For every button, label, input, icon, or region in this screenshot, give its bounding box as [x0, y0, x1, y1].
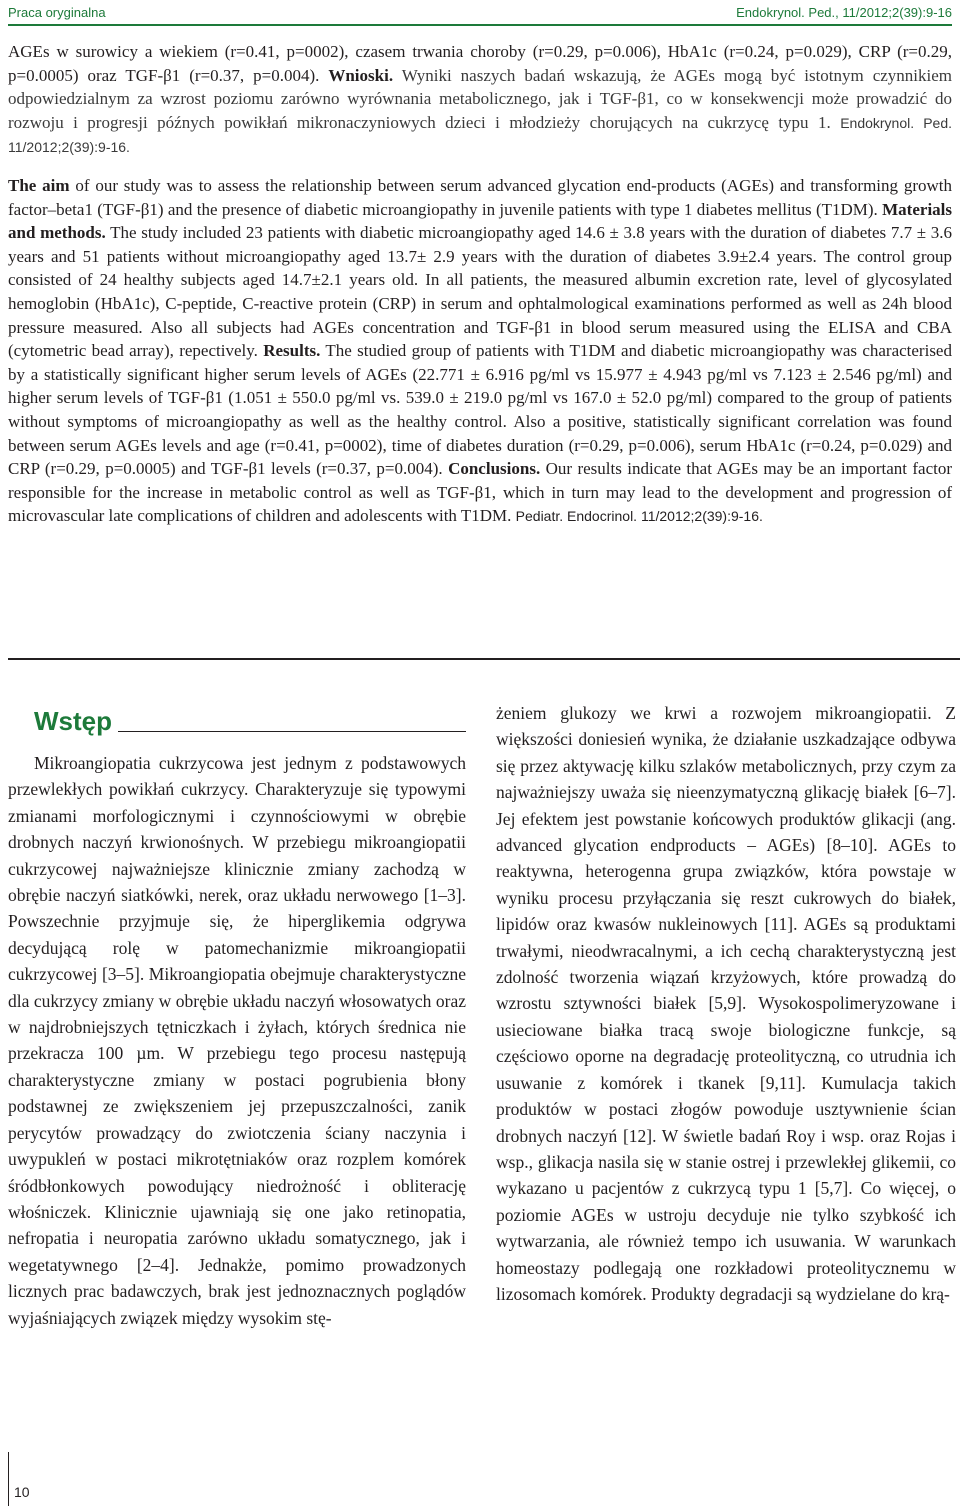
section-heading-row — [34, 700, 466, 736]
header-rule — [8, 24, 952, 26]
abstract-aim-label: The aim — [8, 175, 70, 195]
abstract-conclusions-label: Conclusions. — [448, 459, 541, 479]
column-left — [8, 700, 466, 1331]
abstract-polish — [8, 40, 952, 160]
page-number-rule — [8, 1452, 9, 1506]
abstract-pl-conclusions-label: Wnioski. — [328, 65, 394, 85]
abstract-en-citation: Pediatr. Endocrinol. 11/2012;2(39):9-16. — [515, 508, 763, 525]
section-divider — [8, 658, 960, 660]
abstract-methods-text: The study included 23 patients with diabetic microangiopathy aged 14.6 ± 3.8 years with the duration of diabetes 7.7 ± 3.6 years and 51 patients without microangiopathy aged 13.7± 2.9 years with the duration of diabetes 3.9±2.4 years. The control group consisted of 24 healthy subjects aged 14.7±2.1 years old. In all patients, the measured albumin excretion rate, level of glycosylated hemoglobin (HbA1c), C-peptide, C-reactive protein (CRP) in serum and ophtalmological examinations performed as well as 24h blood pressure measured. Also all subjects had AGEs concentration and TGF-β1 in blood serum measured using the ELISA and CBA (cytometric bead array), repectively. — [8, 223, 952, 361]
abstract-pl-part2: Wyniki naszych badań wskazują, że AGEs mogą być istotnym czynnikiem odpowiedzialnym za wzrost poziomu zarówno wyrównania metabolicznego, jak i TGF-β1, co w konsekwencji może prowadzić do rozwoju i progresji późnych powikłań mikronaczyniowych dzieci i młodzieży chorujących na cukrzycę typu 1. — [8, 65, 953, 132]
abstract-results-text: The studied group of patients with T1DM and diabetic microangiopathy was characterised by a statistically significant higher serum levels of AGEs (22.771 ± 6.916 pg/ml vs 15.977 ± 4.943 pg/ml vs 7.123 ± 2.546 pg/ml) and higher serum levels of TGF-β1 (1.051 ± 550.0 pg/ml vs. 539.0 ± 219.0 pg/ml vs 167.0 ± 52.0 pg/ml) compared to the group of patients without symptoms of microangiopathy as well as the healthy control. Also a positive, statistically significant correlation was found between serum AGEs levels and age (r=0.41, p=0002), time of diabetes duration (r=0.29, p=0.006), serum HbA1c (r=0.24, p=0.029) and CRP (r=0.29, p=0.0005) and TGF-β1 levels (r=0.37, p=0.004). — [8, 341, 952, 479]
abstract-pl-part1: AGEs w surowicy a wiekiem (r=0.41, p=0002), czasem trwania choroby (r=0.29, p=0.006), HbA1c (r=0.24, p=0.029), CRP (r=0.29, p=0.0005) oraz TGF-β1 (r=0.37, p=0.004). — [8, 42, 952, 85]
intro-paragraph-right: żeniem glukozy we krwi a rozwojem mikroangiopatii. Z większości doniesień wynika, że działanie uszkadzające odbywa się przez aktywację kilku szlaków metabolicznych, przy czym za najważniejszy uważa się nieenzymatyczną glikację białek [6–7]. Jej efektem jest powstanie końcowych produktów glikacji (ang. advanced glycation endproducts – AGEs) [8–10]. AGEs to reaktywna, heterogenna grupa związków, która powstaje w wyniku procesu przyłączania się reszt cukrowych do białek, lipidów oraz kwasów nukleinowych [11]. AGEs są produktami trwałymi, nieodwracalnymi, a ich cechą charakterystyczną jest zdolność tworzenia wiązań krzyżowych, które prowadzą do wzrostu sztywności białek [5,9]. Wysokospolimeryzowane i usieciowane białka tracą swoje biologiczne funkcje, są częściowo oporne na degradację proteolityczną, co utrudnia ich usuwanie z komórek i tkanek [9,11]. Kumulacja takich produktów w postaci złogów powoduje usztywnienie ścian drobnych naczyń [12]. W świetle badań Roy i wsp. oraz Rojas i wsp., glikacja nasila się w stanie ostrej i przewlekłej glikemii, co wykazano u pacjentów z cukrzycą typu 1 [5,7]. Co więcej, o poziomie AGEs w ustroju decyduje nie tylko szybkość ich wytwarzania, ale również tempo ich usuwania. W warunkach homeostazy podlegają one rozkładowi proteolitycznemu w lizosomach komórek. Produkty degradacji są wydzielane do krą- — [496, 703, 956, 1304]
abstract-block — [8, 40, 952, 529]
section-heading-intro: Wstęp — [34, 706, 112, 736]
intro-paragraph-left: Mikroangiopatia cukrzycowa jest jednym z podstawowych przewlekłych powikłań cukrzycy. Charakteryzuje się typowymi zmianami morfologicznymi i czynnościowymi w obrębie drobnych naczyń krwionośnych. W przebiegu mikroangiopatii cukrzycowej najważniejsze klinicznie zmiany zachodzą w obrębie naczyń siatkówki, nerek, oraz układu nerwowego [1–3]. Powszechnie przyjmuje się, że hiperglikemia odgrywa decydującą rolę w patomechanizmie mikroangiopatii cukrzycowej [3–5]. Mikroangiopatia obejmuje charakterystyczne dla cukrzycy zmiany w obrębie układu naczyń włosowatych oraz w najdrobniejszych tętniczkach i żyłach, których średnica nie przekracza 100 µm. W przebiegu tego procesu następują charakterystyczne zmiany w postaci pogrubienia błony podstawnej ze zwiększeniem jej przepuszczalności, zanik perycytów prowadzący do zwiotczenia ściany naczynia i uwypukleń w postaci mikrotętniaków oraz rozplem komórek śródbłonkowych powodujący niedrożność i obliterację włośniczek. Klinicznie ujawniają się one jako retinopatia, nefropatia i neuropatia zarówno układu somatycznego, jak i wegetatywnego [2–4]. Jednakże, pomimo prowadzonych licznych prac badawczych, brak jest jednoznacznych poglądów wyjaśniających związek między wysokim stę- — [8, 753, 466, 1328]
abstract-methods-label: Materials and methods. — [8, 199, 952, 243]
header-journal-citation: Endokrynol. Ped., 11/2012;2(39):9-16 — [736, 4, 952, 20]
running-header — [8, 0, 952, 24]
abstract-results-label: Results. — [263, 341, 321, 361]
abstract-english — [8, 174, 952, 529]
abstract-aim-text: of our study was to assess the relationship between serum advanced glycation end-products (AGEs) and transforming growth factor–beta1 (TGF-β1) and the presence of diabetic microangiopathy in juvenile patients with type 1 diabetes mellitus (T1DM). — [8, 175, 952, 219]
abstract-conclusions-text: Our results indicate that AGEs may be an important factor responsible for the increase in metabolic control as well as TGF-β1, which in turn may lead to the development and progression of microvascular late complications of children and adolescents with T1DM. — [8, 459, 953, 526]
page-number: 10 — [14, 1484, 30, 1500]
column-right — [496, 700, 956, 1307]
heading-underline — [118, 731, 466, 732]
header-section-label: Praca oryginalna — [8, 4, 106, 20]
abstract-pl-citation: Endokrynol. Ped. 11/2012;2(39):9-16. — [8, 114, 953, 156]
